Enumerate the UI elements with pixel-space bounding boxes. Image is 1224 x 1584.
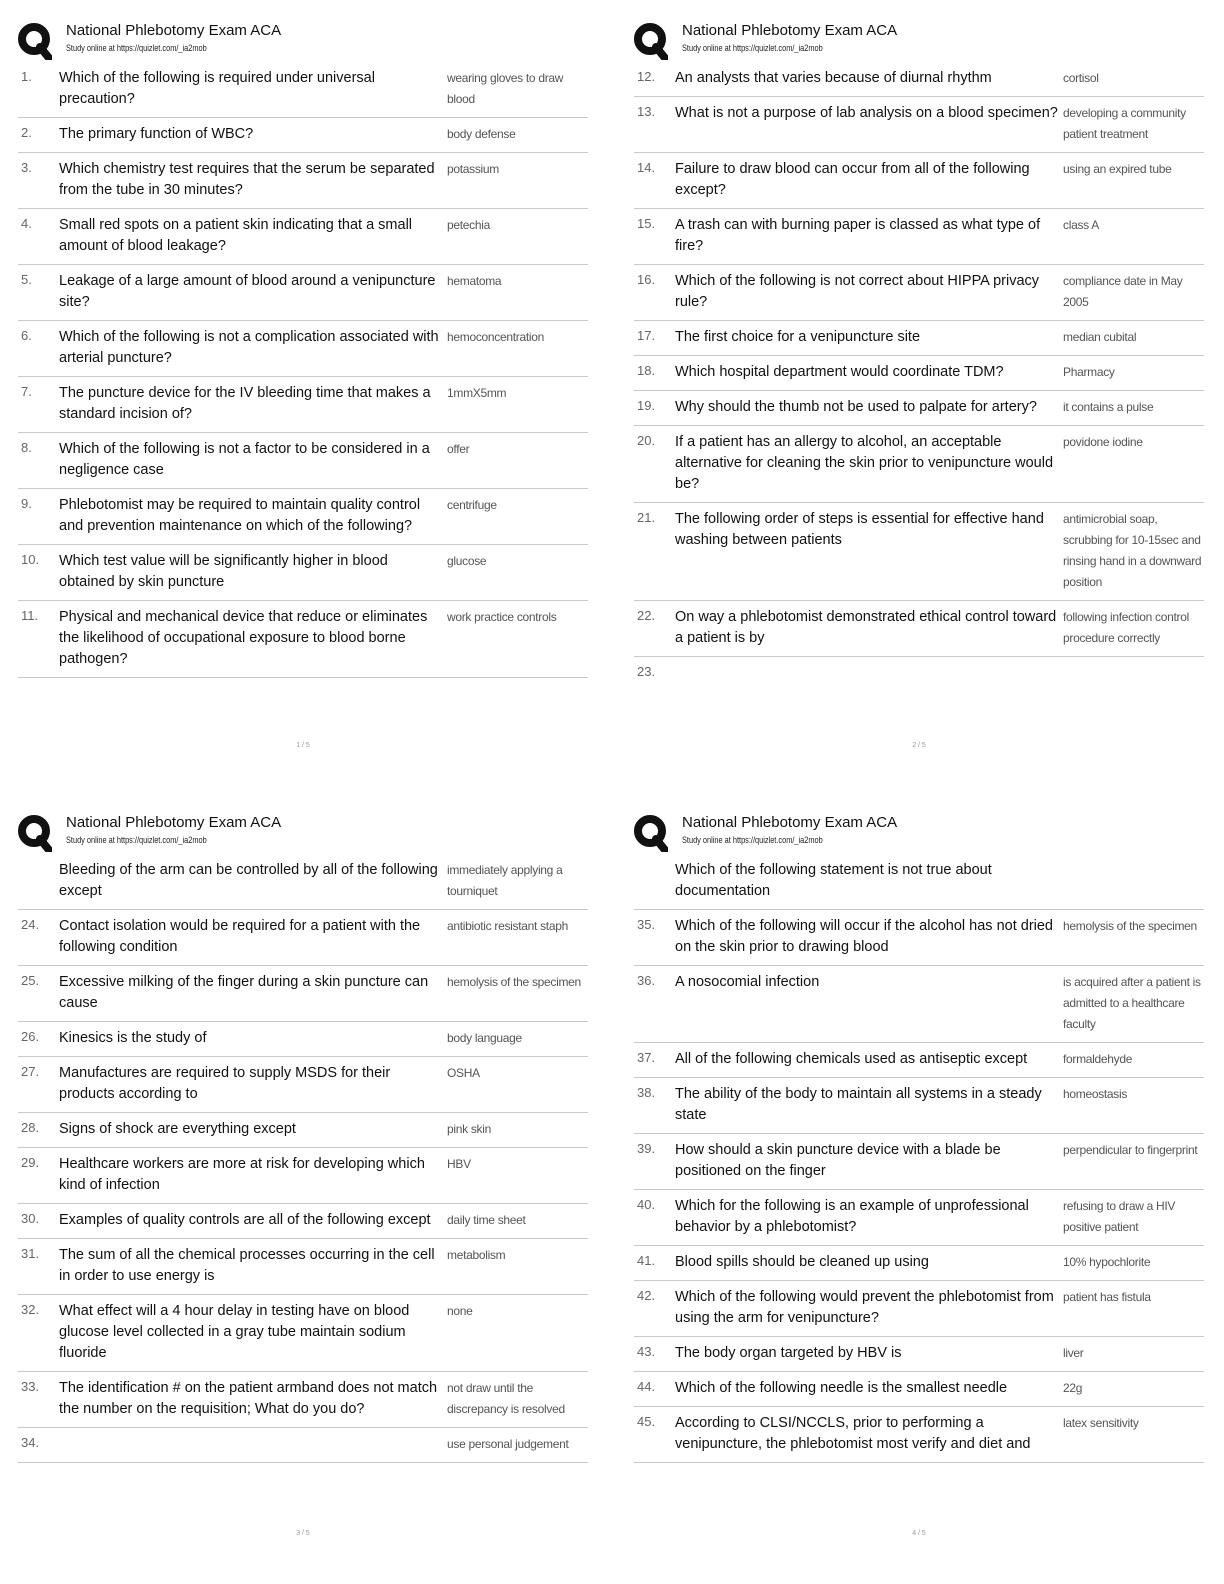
answer-text: none bbox=[447, 1304, 473, 1318]
document-subtitle: Study online at https://quizlet.com/_ia2mob bbox=[682, 43, 823, 53]
question-text: Signs of shock are everything except bbox=[59, 1121, 296, 1137]
question-text: Excessive milking of the finger during a skin puncture can cause bbox=[59, 974, 429, 1011]
qa-row bbox=[18, 433, 588, 489]
qa-row bbox=[18, 910, 588, 966]
qa-list bbox=[634, 854, 1204, 1463]
answer-text: 1mmX5mm bbox=[447, 386, 507, 400]
answer-text: hematoma bbox=[447, 274, 502, 288]
document-subtitle: Study online at https://quizlet.com/_ia2mob bbox=[682, 835, 823, 845]
qa-row bbox=[18, 377, 588, 433]
qa-row bbox=[18, 489, 588, 545]
quizlet-logo-icon bbox=[634, 814, 668, 852]
answer-text: latex sensitivity bbox=[1063, 1416, 1139, 1430]
qa-row bbox=[634, 356, 1204, 391]
qa-row bbox=[634, 1337, 1204, 1372]
answer-text: median cubital bbox=[1063, 330, 1137, 344]
question-text: The following order of steps is essential for effective hand washing between patients bbox=[675, 511, 1044, 548]
question-number: 10. bbox=[21, 552, 40, 567]
question-text: Which of the following is not correct about HIPPA privacy rule? bbox=[675, 273, 1040, 310]
question-number: 41. bbox=[637, 1253, 656, 1268]
question-number: 5. bbox=[21, 272, 32, 287]
qa-row bbox=[18, 1057, 588, 1113]
page-number: 4 / 5 bbox=[912, 1530, 926, 1537]
question-text: Which of the following is required under universal precaution? bbox=[59, 70, 375, 107]
answer-text: using an expired tube bbox=[1063, 162, 1172, 176]
question-number: 25. bbox=[21, 973, 40, 988]
qa-row bbox=[634, 966, 1204, 1043]
question-number: 37. bbox=[637, 1050, 656, 1065]
question-number: 20. bbox=[637, 433, 656, 448]
answer-text: pink skin bbox=[447, 1122, 491, 1136]
qa-row bbox=[18, 545, 588, 601]
question-number: 26. bbox=[21, 1029, 40, 1044]
qa-list bbox=[18, 62, 588, 678]
document-title: National Phlebotomy Exam ACA bbox=[682, 22, 898, 39]
question-number: 8. bbox=[21, 440, 32, 455]
question-number: 15. bbox=[637, 216, 656, 231]
question-text: If a patient has an allergy to alcohol, an acceptable alternative for cleaning the skin prior to venipuncture would be? bbox=[675, 434, 1054, 492]
qa-row bbox=[634, 426, 1204, 503]
question-number: 29. bbox=[21, 1155, 40, 1170]
answer-text: perpendicular to fingerprint bbox=[1063, 1143, 1198, 1157]
qa-row bbox=[634, 62, 1204, 97]
qa-row bbox=[18, 321, 588, 377]
qa-row bbox=[634, 1372, 1204, 1407]
question-number: 42. bbox=[637, 1288, 656, 1303]
qa-row bbox=[634, 854, 1204, 910]
qa-row bbox=[18, 1022, 588, 1057]
question-number: 23. bbox=[637, 664, 656, 679]
page-number: 2 / 5 bbox=[912, 742, 926, 749]
question-number: 22. bbox=[637, 608, 656, 623]
qa-row bbox=[634, 1043, 1204, 1078]
question-text: A nosocomial infection bbox=[675, 974, 820, 990]
question-text: The body organ targeted by HBV is bbox=[675, 1345, 902, 1361]
qa-list bbox=[634, 62, 1204, 686]
answer-text: offer bbox=[447, 442, 470, 456]
question-text: Which chemistry test requires that the serum be separated from the tube in 30 minutes? bbox=[59, 161, 435, 198]
qa-row bbox=[18, 854, 588, 910]
quizlet-logo-icon bbox=[18, 814, 52, 852]
qa-row bbox=[634, 97, 1204, 153]
question-number: 21. bbox=[637, 510, 656, 525]
question-text: The identification # on the patient armband does not match the number on the requisition; What do you do? bbox=[59, 1380, 438, 1417]
qa-row bbox=[634, 1134, 1204, 1190]
answer-text: body defense bbox=[447, 127, 516, 141]
answer-text: formaldehyde bbox=[1063, 1052, 1133, 1066]
question-number: 27. bbox=[21, 1064, 40, 1079]
qa-row bbox=[18, 1372, 588, 1428]
question-text: Which for the following is an example of unprofessional behavior by a phlebotomist? bbox=[675, 1198, 1029, 1235]
document-page-1 bbox=[18, 20, 588, 749]
question-number: 11. bbox=[21, 608, 39, 623]
page-header bbox=[634, 20, 1204, 62]
answer-text: HBV bbox=[447, 1157, 471, 1171]
question-text: Kinesics is the study of bbox=[59, 1030, 207, 1046]
qa-row bbox=[18, 153, 588, 209]
question-text: Bleeding of the arm can be controlled by all of the following except bbox=[59, 862, 438, 899]
question-text: Which of the following needle is the smallest needle bbox=[675, 1380, 1008, 1396]
question-text: On way a phlebotomist demonstrated ethical control toward a patient is by bbox=[675, 609, 1057, 646]
qa-row bbox=[634, 1190, 1204, 1246]
question-number: 1. bbox=[21, 69, 32, 84]
question-text: Why should the thumb not be used to palpate for artery? bbox=[675, 399, 1037, 415]
qa-row bbox=[18, 1428, 588, 1463]
qa-row bbox=[634, 1078, 1204, 1134]
qa-row bbox=[18, 1295, 588, 1372]
document-title: National Phlebotomy Exam ACA bbox=[66, 814, 282, 831]
answer-text: OSHA bbox=[447, 1066, 480, 1080]
qa-list bbox=[18, 854, 588, 1463]
answer-text: it contains a pulse bbox=[1063, 400, 1154, 414]
answer-text: glucose bbox=[447, 554, 487, 568]
question-text: How should a skin puncture device with a blade be positioned on the finger bbox=[675, 1142, 1001, 1179]
answer-text: petechia bbox=[447, 218, 490, 232]
question-text: Which of the following would prevent the phlebotomist from using the arm for venipuncture? bbox=[675, 1289, 1054, 1326]
quizlet-logo-icon bbox=[634, 22, 668, 60]
question-number bbox=[634, 860, 675, 861]
answer-text: body language bbox=[447, 1031, 522, 1045]
answer-text: following infection control procedure correctly bbox=[1063, 610, 1189, 645]
question-number: 3. bbox=[21, 160, 32, 175]
answer-text: refusing to draw a HIV positive patient bbox=[1063, 1199, 1176, 1234]
question-number: 2. bbox=[21, 125, 32, 140]
question-number: 16. bbox=[637, 272, 656, 287]
question-number: 35. bbox=[637, 917, 656, 932]
answer-text: potassium bbox=[447, 162, 499, 176]
question-text: What is not a purpose of lab analysis on a blood specimen? bbox=[675, 105, 1058, 121]
question-number: 30. bbox=[21, 1211, 40, 1226]
qa-row bbox=[18, 1148, 588, 1204]
question-text: The sum of all the chemical processes occurring in the cell in order to use energy is bbox=[59, 1247, 435, 1284]
question-number: 6. bbox=[21, 328, 32, 343]
answer-text: povidone iodine bbox=[1063, 435, 1143, 449]
question-number: 4. bbox=[21, 216, 32, 231]
qa-row bbox=[634, 391, 1204, 426]
qa-row bbox=[634, 503, 1204, 601]
qa-row bbox=[634, 265, 1204, 321]
question-text: Failure to draw blood can occur from all of the following except? bbox=[675, 161, 1030, 198]
page-header bbox=[18, 20, 588, 62]
document-title: National Phlebotomy Exam ACA bbox=[66, 22, 282, 39]
qa-row bbox=[634, 1246, 1204, 1281]
question-text: Phlebotomist may be required to maintain quality control and prevention maintenance on which of the following? bbox=[59, 497, 421, 534]
question-text: A trash can with burning paper is classed as what type of fire? bbox=[675, 217, 1041, 254]
answer-text: hemolysis of the specimen bbox=[1063, 919, 1197, 933]
question-number: 14. bbox=[637, 160, 656, 175]
question-text: Which of the following will occur if the alcohol has not dried on the skin prior to drawing blood bbox=[675, 918, 1053, 955]
question-number: 28. bbox=[21, 1120, 40, 1135]
question-text: Physical and mechanical device that reduce or eliminates the likelihood of occupational exposure to blood borne pathogen? bbox=[59, 609, 428, 667]
page-header bbox=[18, 812, 588, 854]
question-text: Which of the following is not a complication associated with arterial puncture? bbox=[59, 329, 439, 366]
answer-text: class A bbox=[1063, 218, 1099, 232]
answer-text: compliance date in May 2005 bbox=[1063, 274, 1183, 309]
answer-text: immediately applying a tourniquet bbox=[447, 863, 563, 898]
quizlet-logo-icon bbox=[18, 22, 52, 60]
answer-text: liver bbox=[1063, 1346, 1084, 1360]
page-header bbox=[634, 812, 1204, 854]
qa-row bbox=[634, 910, 1204, 966]
question-number: 38. bbox=[637, 1085, 656, 1100]
question-text: An analysts that varies because of diurnal rhythm bbox=[675, 70, 992, 86]
question-text: Which hospital department would coordinate TDM? bbox=[675, 364, 1004, 380]
qa-row bbox=[634, 601, 1204, 657]
answer-text: not draw until the discrepancy is resolved bbox=[447, 1381, 565, 1416]
question-text: Manufactures are required to supply MSDS for their products according to bbox=[59, 1065, 391, 1102]
question-text: Which test value will be significantly higher in blood obtained by skin puncture bbox=[59, 553, 388, 590]
qa-row bbox=[18, 1239, 588, 1295]
answer-text: 10% hypochlorite bbox=[1063, 1255, 1151, 1269]
question-number: 33. bbox=[21, 1379, 40, 1394]
document-page-4 bbox=[634, 812, 1204, 1537]
question-number: 32. bbox=[21, 1302, 40, 1317]
answer-text: patient has fistula bbox=[1063, 1290, 1151, 1304]
qa-row bbox=[18, 265, 588, 321]
question-text: Leakage of a large amount of blood around a venipuncture site? bbox=[59, 273, 436, 310]
answer-text: Pharmacy bbox=[1063, 365, 1115, 379]
question-text: The ability of the body to maintain all systems in a steady state bbox=[675, 1086, 1042, 1123]
answer-text: antibiotic resistant staph bbox=[447, 919, 568, 933]
question-number: 19. bbox=[637, 398, 656, 413]
qa-row bbox=[18, 601, 588, 678]
question-number: 17. bbox=[637, 328, 656, 343]
question-text: Contact isolation would be required for a patient with the following condition bbox=[59, 918, 421, 955]
qa-row bbox=[18, 1113, 588, 1148]
document-subtitle: Study online at https://quizlet.com/_ia2mob bbox=[66, 835, 207, 845]
qa-row bbox=[634, 321, 1204, 356]
answer-text: centrifuge bbox=[447, 498, 497, 512]
answer-text: cortisol bbox=[1063, 71, 1099, 85]
answer-text: antimicrobial soap, scrubbing for 10-15sec and rinsing hand in a downward position bbox=[1063, 512, 1202, 589]
question-number: 40. bbox=[637, 1197, 656, 1212]
qa-row bbox=[634, 1281, 1204, 1337]
answer-text: use personal judgement bbox=[447, 1437, 569, 1451]
answer-text: wearing gloves to draw blood bbox=[447, 71, 564, 106]
answer-text: metabolism bbox=[447, 1248, 506, 1262]
question-number bbox=[18, 860, 59, 861]
question-text: Healthcare workers are more at risk for developing which kind of infection bbox=[59, 1156, 425, 1193]
question-text: Examples of quality controls are all of the following except bbox=[59, 1212, 431, 1228]
answer-text: daily time sheet bbox=[447, 1213, 526, 1227]
question-text: The first choice for a venipuncture site bbox=[675, 329, 921, 345]
qa-row bbox=[634, 153, 1204, 209]
question-text: Which of the following statement is not true about documentation bbox=[675, 862, 992, 899]
answer-text: work practice controls bbox=[447, 610, 557, 624]
qa-row bbox=[18, 1204, 588, 1239]
question-number: 13. bbox=[637, 104, 656, 119]
question-number: 31. bbox=[21, 1246, 40, 1261]
qa-row bbox=[18, 966, 588, 1022]
page-number: 3 / 5 bbox=[296, 1530, 310, 1537]
question-number: 7. bbox=[21, 384, 32, 399]
question-number: 39. bbox=[637, 1141, 656, 1156]
question-number: 43. bbox=[637, 1344, 656, 1359]
question-number: 36. bbox=[637, 973, 656, 988]
page-number: 1 / 5 bbox=[296, 742, 310, 749]
answer-text: hemolysis of the specimen bbox=[447, 975, 581, 989]
document-title: National Phlebotomy Exam ACA bbox=[682, 814, 898, 831]
document-page-2 bbox=[634, 20, 1204, 749]
question-text: According to CLSI/NCCLS, prior to performing a venipuncture, the phlebotomist most verify and diet and bbox=[675, 1415, 1031, 1452]
answer-text: homeostasis bbox=[1063, 1087, 1128, 1101]
question-number: 34. bbox=[21, 1435, 40, 1450]
answer-text: is acquired after a patient is admitted to a healthcare faculty bbox=[1063, 975, 1201, 1031]
question-number: 45. bbox=[637, 1414, 656, 1429]
question-text: Which of the following is not a factor to be considered in a negligence case bbox=[59, 441, 430, 478]
question-text: All of the following chemicals used as antiseptic except bbox=[675, 1051, 1028, 1067]
answer-text: hemoconcentration bbox=[447, 330, 544, 344]
document-page-3 bbox=[18, 812, 588, 1537]
question-number: 9. bbox=[21, 496, 32, 511]
question-text: Small red spots on a patient skin indicating that a small amount of blood leakage? bbox=[59, 217, 413, 254]
question-text: Blood spills should be cleaned up using bbox=[675, 1254, 929, 1270]
qa-row bbox=[634, 209, 1204, 265]
question-number: 44. bbox=[637, 1379, 656, 1394]
qa-row bbox=[18, 62, 588, 118]
qa-row bbox=[18, 209, 588, 265]
qa-row bbox=[634, 1407, 1204, 1463]
answer-text: developing a community patient treatment bbox=[1063, 106, 1186, 141]
question-text: The puncture device for the IV bleeding time that makes a standard incision of? bbox=[59, 385, 431, 422]
question-number: 12. bbox=[637, 69, 656, 84]
document-subtitle: Study online at https://quizlet.com/_ia2mob bbox=[66, 43, 207, 53]
question-text: The primary function of WBC? bbox=[59, 126, 254, 142]
qa-row bbox=[18, 118, 588, 153]
answer-text: 22g bbox=[1063, 1381, 1083, 1395]
question-number: 18. bbox=[637, 363, 656, 378]
qa-row bbox=[634, 657, 1204, 686]
question-number: 24. bbox=[21, 917, 40, 932]
question-text: What effect will a 4 hour delay in testing have on blood glucose level collected in a gray tube maintain sodium fluoride bbox=[59, 1303, 410, 1361]
